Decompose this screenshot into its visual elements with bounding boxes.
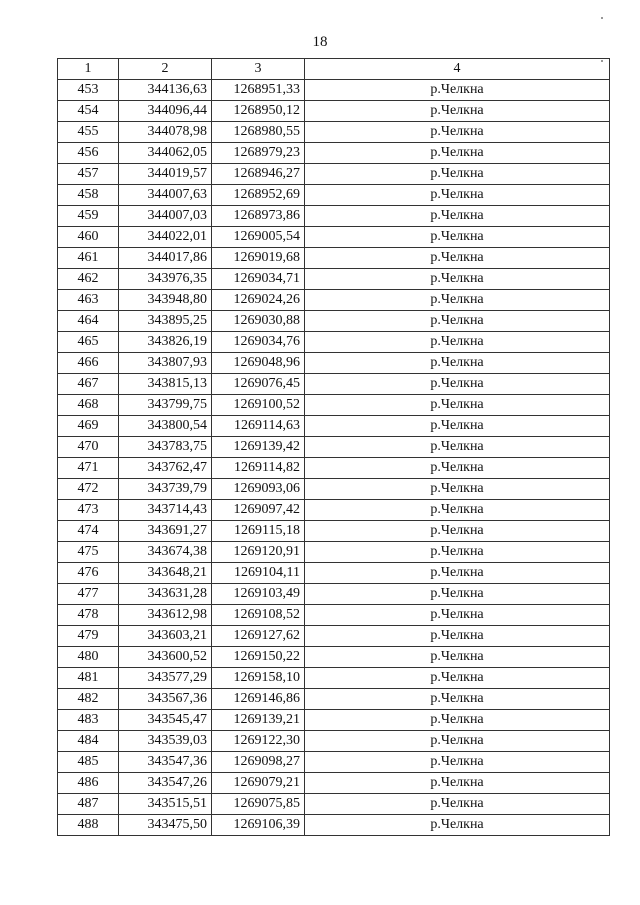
table-row [58, 626, 610, 647]
y-coordinate-cell: 1268979,23 [212, 143, 305, 164]
x-coordinate-cell: 343762,47 [119, 458, 212, 479]
point-number-cell: 488 [58, 815, 119, 836]
y-coordinate-cell: 1269030,88 [212, 311, 305, 332]
table-row [58, 521, 610, 542]
x-coordinate-cell: 343783,75 [119, 437, 212, 458]
point-number-cell: 466 [58, 353, 119, 374]
table-body [58, 80, 610, 836]
point-number-cell: 454 [58, 101, 119, 122]
point-number-cell: 457 [58, 164, 119, 185]
description-cell: р.Челкна [305, 206, 610, 227]
x-coordinate-cell: 343800,54 [119, 416, 212, 437]
point-number-cell: 477 [58, 584, 119, 605]
point-number-cell: 456 [58, 143, 119, 164]
table-row [58, 101, 610, 122]
description-cell: р.Челкна [305, 185, 610, 206]
y-coordinate-cell: 1269108,52 [212, 605, 305, 626]
description-cell: р.Челкна [305, 290, 610, 311]
x-coordinate-cell: 344019,57 [119, 164, 212, 185]
x-coordinate-cell: 343714,43 [119, 500, 212, 521]
table-row [58, 815, 610, 836]
x-coordinate-cell: 343691,27 [119, 521, 212, 542]
x-coordinate-cell: 344017,86 [119, 248, 212, 269]
description-cell: р.Челкна [305, 101, 610, 122]
description-cell: р.Челкна [305, 668, 610, 689]
x-coordinate-cell: 343648,21 [119, 563, 212, 584]
description-cell: р.Челкна [305, 794, 610, 815]
coordinates-table [57, 58, 610, 836]
description-cell: р.Челкна [305, 626, 610, 647]
description-cell: р.Челкна [305, 458, 610, 479]
point-number-cell: 475 [58, 542, 119, 563]
table-row [58, 269, 610, 290]
y-coordinate-cell: 1269079,21 [212, 773, 305, 794]
table-header-row [58, 59, 610, 80]
y-coordinate-cell: 1269122,30 [212, 731, 305, 752]
table-row [58, 311, 610, 332]
x-coordinate-cell: 344007,03 [119, 206, 212, 227]
description-cell: р.Челкна [305, 773, 610, 794]
y-coordinate-cell: 1269098,27 [212, 752, 305, 773]
point-number-cell: 462 [58, 269, 119, 290]
x-coordinate-cell: 343807,93 [119, 353, 212, 374]
description-cell: р.Челкна [305, 542, 610, 563]
y-coordinate-cell: 1269034,71 [212, 269, 305, 290]
table-row [58, 416, 610, 437]
y-coordinate-cell: 1269120,91 [212, 542, 305, 563]
x-coordinate-cell: 343895,25 [119, 311, 212, 332]
point-number-cell: 465 [58, 332, 119, 353]
y-coordinate-cell: 1269100,52 [212, 395, 305, 416]
y-coordinate-cell: 1269005,54 [212, 227, 305, 248]
y-coordinate-cell: 1269076,45 [212, 374, 305, 395]
column-header-3: 3 [212, 59, 305, 80]
point-number-cell: 467 [58, 374, 119, 395]
x-coordinate-cell: 343976,35 [119, 269, 212, 290]
x-coordinate-cell: 343547,36 [119, 752, 212, 773]
table-row [58, 458, 610, 479]
point-number-cell: 469 [58, 416, 119, 437]
column-header-2: 2 [119, 59, 212, 80]
description-cell: р.Челкна [305, 605, 610, 626]
x-coordinate-cell: 343948,80 [119, 290, 212, 311]
y-coordinate-cell: 1269146,86 [212, 689, 305, 710]
description-cell: р.Челкна [305, 332, 610, 353]
table-row [58, 479, 610, 500]
table-row [58, 248, 610, 269]
x-coordinate-cell: 343545,47 [119, 710, 212, 731]
x-coordinate-cell: 343515,51 [119, 794, 212, 815]
description-cell: р.Челкна [305, 164, 610, 185]
description-cell: р.Челкна [305, 227, 610, 248]
table-row [58, 353, 610, 374]
y-coordinate-cell: 1269093,06 [212, 479, 305, 500]
description-cell: р.Челкна [305, 563, 610, 584]
y-coordinate-cell: 1269048,96 [212, 353, 305, 374]
table-row [58, 332, 610, 353]
x-coordinate-cell: 344078,98 [119, 122, 212, 143]
point-number-cell: 482 [58, 689, 119, 710]
y-coordinate-cell: 1269106,39 [212, 815, 305, 836]
table-row [58, 206, 610, 227]
description-cell: р.Челкна [305, 311, 610, 332]
y-coordinate-cell: 1269127,62 [212, 626, 305, 647]
y-coordinate-cell: 1269019,68 [212, 248, 305, 269]
y-coordinate-cell: 1268951,33 [212, 80, 305, 101]
x-coordinate-cell: 343547,26 [119, 773, 212, 794]
description-cell: р.Челкна [305, 437, 610, 458]
y-coordinate-cell: 1269115,18 [212, 521, 305, 542]
x-coordinate-cell: 344136,63 [119, 80, 212, 101]
x-coordinate-cell: 343674,38 [119, 542, 212, 563]
point-number-cell: 463 [58, 290, 119, 311]
y-coordinate-cell: 1268980,55 [212, 122, 305, 143]
page-number: 18 [312, 34, 328, 50]
description-cell: р.Челкна [305, 647, 610, 668]
column-header-4: 4 [305, 59, 610, 80]
point-number-cell: 485 [58, 752, 119, 773]
description-cell: р.Челкна [305, 395, 610, 416]
table-row [58, 374, 610, 395]
y-coordinate-cell: 1268952,69 [212, 185, 305, 206]
table-row [58, 290, 610, 311]
table-row [58, 584, 610, 605]
table-row [58, 563, 610, 584]
point-number-cell: 458 [58, 185, 119, 206]
description-cell: р.Челкна [305, 689, 610, 710]
y-coordinate-cell: 1269103,49 [212, 584, 305, 605]
y-coordinate-cell: 1269114,82 [212, 458, 305, 479]
point-number-cell: 472 [58, 479, 119, 500]
y-coordinate-cell: 1269097,42 [212, 500, 305, 521]
table-row [58, 80, 610, 101]
y-coordinate-cell: 1269158,10 [212, 668, 305, 689]
point-number-cell: 471 [58, 458, 119, 479]
x-coordinate-cell: 343815,13 [119, 374, 212, 395]
y-coordinate-cell: 1268950,12 [212, 101, 305, 122]
point-number-cell: 474 [58, 521, 119, 542]
table-row [58, 605, 610, 626]
point-number-cell: 453 [58, 80, 119, 101]
table-row [58, 710, 610, 731]
point-number-cell: 464 [58, 311, 119, 332]
description-cell: р.Челкна [305, 80, 610, 101]
description-cell: р.Челкна [305, 143, 610, 164]
x-coordinate-cell: 343600,52 [119, 647, 212, 668]
y-coordinate-cell: 1269139,21 [212, 710, 305, 731]
scan-speck [601, 17, 603, 19]
table-row [58, 164, 610, 185]
point-number-cell: 481 [58, 668, 119, 689]
point-number-cell: 478 [58, 605, 119, 626]
x-coordinate-cell: 344062,05 [119, 143, 212, 164]
y-coordinate-cell: 1269139,42 [212, 437, 305, 458]
y-coordinate-cell: 1269075,85 [212, 794, 305, 815]
description-cell: р.Челкна [305, 122, 610, 143]
description-cell: р.Челкна [305, 521, 610, 542]
point-number-cell: 459 [58, 206, 119, 227]
table-row [58, 500, 610, 521]
y-coordinate-cell: 1269150,22 [212, 647, 305, 668]
x-coordinate-cell: 343612,98 [119, 605, 212, 626]
point-number-cell: 455 [58, 122, 119, 143]
table-row [58, 794, 610, 815]
point-number-cell: 486 [58, 773, 119, 794]
table-row [58, 542, 610, 563]
y-coordinate-cell: 1269104,11 [212, 563, 305, 584]
x-coordinate-cell: 344007,63 [119, 185, 212, 206]
table-row [58, 731, 610, 752]
table-row [58, 647, 610, 668]
table-row [58, 395, 610, 416]
description-cell: р.Челкна [305, 500, 610, 521]
scan-speck [601, 60, 603, 62]
point-number-cell: 461 [58, 248, 119, 269]
point-number-cell: 480 [58, 647, 119, 668]
point-number-cell: 468 [58, 395, 119, 416]
y-coordinate-cell: 1269034,76 [212, 332, 305, 353]
point-number-cell: 484 [58, 731, 119, 752]
y-coordinate-cell: 1269114,63 [212, 416, 305, 437]
point-number-cell: 473 [58, 500, 119, 521]
description-cell: р.Челкна [305, 752, 610, 773]
y-coordinate-cell: 1268946,27 [212, 164, 305, 185]
table-row [58, 752, 610, 773]
x-coordinate-cell: 343475,50 [119, 815, 212, 836]
table-row [58, 227, 610, 248]
point-number-cell: 460 [58, 227, 119, 248]
point-number-cell: 476 [58, 563, 119, 584]
description-cell: р.Челкна [305, 731, 610, 752]
description-cell: р.Челкна [305, 248, 610, 269]
y-coordinate-cell: 1268973,86 [212, 206, 305, 227]
x-coordinate-cell: 343631,28 [119, 584, 212, 605]
x-coordinate-cell: 344096,44 [119, 101, 212, 122]
x-coordinate-cell: 343603,21 [119, 626, 212, 647]
point-number-cell: 479 [58, 626, 119, 647]
table-row [58, 668, 610, 689]
table-row [58, 437, 610, 458]
y-coordinate-cell: 1269024,26 [212, 290, 305, 311]
x-coordinate-cell: 343799,75 [119, 395, 212, 416]
x-coordinate-cell: 343567,36 [119, 689, 212, 710]
column-header-1: 1 [58, 59, 119, 80]
description-cell: р.Челкна [305, 374, 610, 395]
x-coordinate-cell: 343826,19 [119, 332, 212, 353]
table-row [58, 143, 610, 164]
table-row [58, 773, 610, 794]
point-number-cell: 483 [58, 710, 119, 731]
description-cell: р.Челкна [305, 584, 610, 605]
x-coordinate-cell: 344022,01 [119, 227, 212, 248]
x-coordinate-cell: 343739,79 [119, 479, 212, 500]
description-cell: р.Челкна [305, 710, 610, 731]
point-number-cell: 487 [58, 794, 119, 815]
description-cell: р.Челкна [305, 353, 610, 374]
description-cell: р.Челкна [305, 416, 610, 437]
point-number-cell: 470 [58, 437, 119, 458]
x-coordinate-cell: 343539,03 [119, 731, 212, 752]
table-row [58, 185, 610, 206]
description-cell: р.Челкна [305, 479, 610, 500]
description-cell: р.Челкна [305, 269, 610, 290]
x-coordinate-cell: 343577,29 [119, 668, 212, 689]
table-row [58, 689, 610, 710]
description-cell: р.Челкна [305, 815, 610, 836]
table-row [58, 122, 610, 143]
